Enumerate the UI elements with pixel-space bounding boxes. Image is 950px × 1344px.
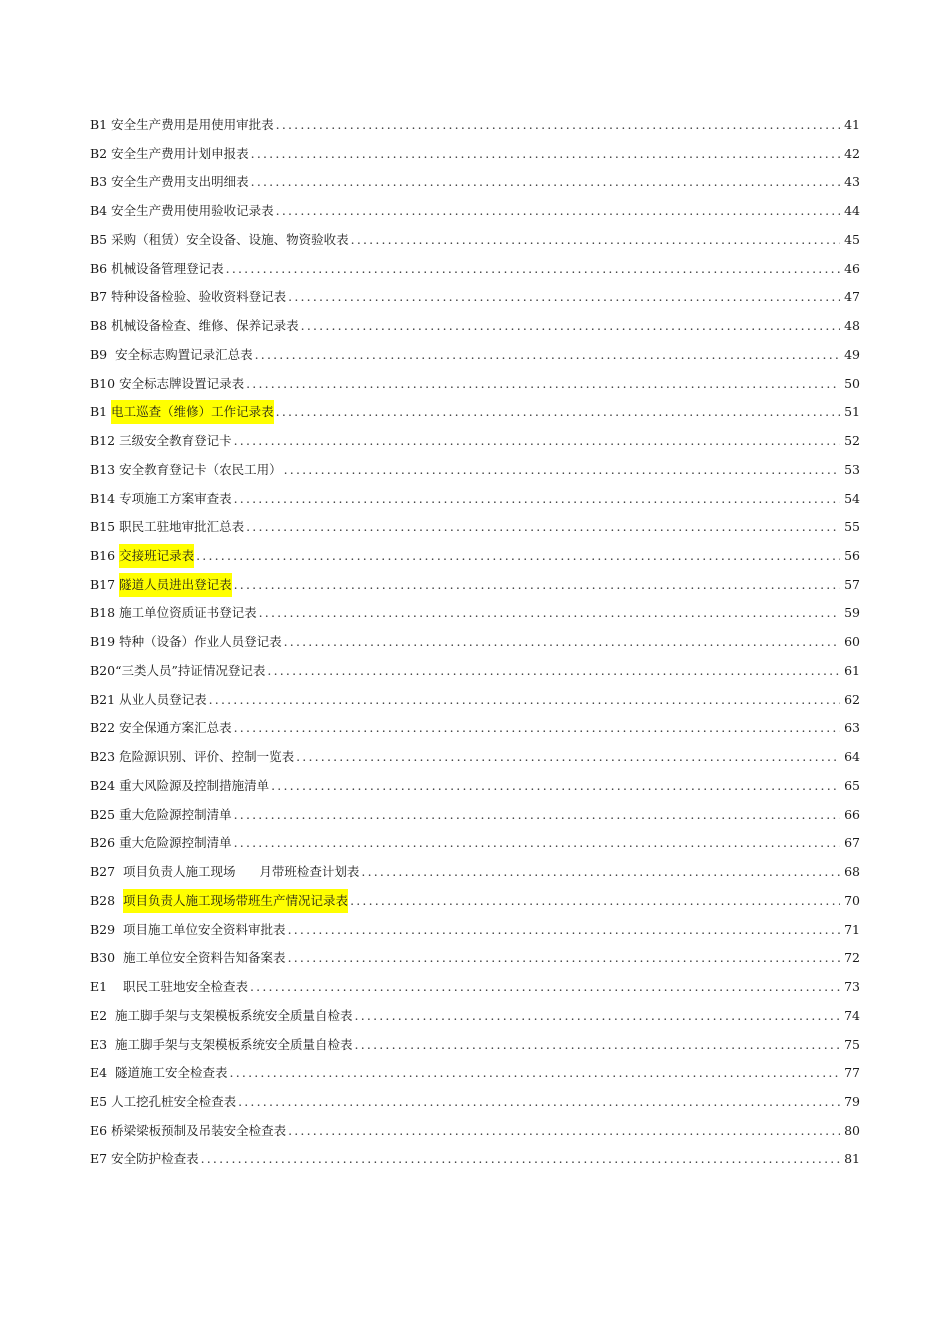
dot-leader — [267, 659, 840, 683]
dot-leader — [196, 544, 840, 568]
dot-leader — [250, 975, 840, 999]
toc-entry-title: 施工脚手架与支架模板系统安全质量自检表 — [115, 1007, 353, 1023]
toc-entry-page-number: 50 — [844, 375, 860, 391]
toc-entry-code: B9 — [90, 346, 116, 362]
dot-leader — [288, 946, 840, 970]
toc-entry-page-number: 57 — [844, 576, 860, 592]
dot-leader — [351, 228, 840, 252]
toc-entry[interactable] — [90, 860, 860, 889]
toc-entry-title: 安全生产费用计划申报表 — [111, 145, 249, 161]
toc-entry-title: 施工脚手架与支架模板系统安全质量自检表 — [115, 1036, 353, 1052]
toc-entry[interactable] — [90, 975, 860, 1004]
toc-entry-code: B17 — [90, 576, 120, 592]
toc-entry-title: 项目负责人施工现场 月带班检查计划表 — [123, 864, 360, 880]
toc-entry[interactable] — [90, 285, 860, 314]
dot-leader — [234, 831, 840, 855]
dot-leader — [284, 630, 840, 654]
dot-leader — [230, 1061, 840, 1085]
toc-entry[interactable] — [90, 170, 860, 199]
toc-entry-title: 重大危险源控制清单 — [119, 835, 232, 851]
toc-entry-page-number: 79 — [844, 1093, 860, 1109]
toc-entry-title: 施工单位资质证书登记表 — [119, 605, 257, 621]
dot-leader — [226, 257, 840, 281]
toc-entry[interactable] — [90, 803, 860, 832]
toc-entry-title: 人工挖孔桩安全检查表 — [111, 1093, 237, 1109]
dot-leader — [238, 1090, 840, 1114]
toc-entry-title: 安全保通方案汇总表 — [119, 720, 232, 736]
toc-entry-title: “三类人员”持证情况登记表 — [115, 662, 266, 678]
toc-entry-code: B28 — [90, 892, 124, 908]
toc-entry-page-number: 67 — [844, 835, 860, 851]
toc-entry[interactable] — [90, 1004, 860, 1033]
toc-entry-title: 施工单位安全资料告知备案表 — [123, 950, 286, 966]
toc-entry-page-number: 61 — [844, 662, 860, 678]
toc-entry-code: B14 — [90, 490, 120, 506]
toc-entry[interactable] — [90, 458, 860, 487]
dot-leader — [255, 343, 840, 367]
toc-entry-code: B1 — [90, 404, 112, 420]
toc-entry-page-number: 70 — [844, 892, 860, 908]
toc-entry-code: B22 — [90, 720, 120, 736]
toc-entry-code: B12 — [90, 433, 120, 449]
toc-entry[interactable] — [90, 515, 860, 544]
toc-entry-title: 桥梁梁板预制及吊装安全检查表 — [111, 1122, 287, 1138]
toc-entry[interactable] — [90, 688, 860, 717]
toc-entry-title: 特种（设备）作业人员登记表 — [119, 634, 282, 650]
dot-leader — [246, 515, 840, 539]
toc-entry-title-highlighted: 电工巡查（维修）工作记录表 — [111, 400, 274, 424]
toc-entry[interactable] — [90, 257, 860, 286]
toc-entry-page-number: 81 — [844, 1151, 860, 1167]
toc-entry[interactable] — [90, 1033, 860, 1062]
toc-entry-title-highlighted: 隧道人员进出登记表 — [119, 573, 232, 597]
dot-leader — [361, 860, 840, 884]
toc-entry-page-number: 46 — [844, 260, 860, 276]
toc-entry-code: E5 — [90, 1093, 112, 1109]
toc-entry-page-number: 51 — [844, 404, 860, 420]
toc-entry-title: 职民工驻地审批汇总表 — [119, 519, 245, 535]
dot-leader — [234, 716, 840, 740]
toc-entry-code: B13 — [90, 461, 120, 477]
toc-entry[interactable] — [90, 487, 860, 516]
dot-leader — [350, 889, 840, 913]
toc-entry-page-number: 41 — [844, 117, 860, 132]
toc-entry-code: B15 — [90, 519, 120, 535]
toc-entry-code: B20 — [90, 662, 116, 678]
toc-entry[interactable] — [90, 1061, 860, 1090]
toc-entry-code: B7 — [90, 289, 112, 305]
toc-entry[interactable] — [90, 831, 860, 860]
toc-entry-page-number: 52 — [844, 433, 860, 449]
toc-entry-page-number: 75 — [844, 1036, 860, 1052]
dot-leader — [271, 774, 840, 798]
dot-leader — [201, 1147, 840, 1171]
toc-entry-title-highlighted: 项目负责人施工现场带班生产情况记录表 — [123, 889, 348, 913]
toc-entry[interactable] — [90, 113, 860, 142]
toc-entry[interactable] — [90, 142, 860, 171]
toc-entry-page-number: 55 — [844, 519, 860, 535]
dot-leader — [234, 573, 840, 597]
dot-leader — [288, 918, 840, 942]
dot-leader — [209, 688, 840, 712]
toc-entry-code: B26 — [90, 835, 120, 851]
dot-leader — [276, 400, 840, 424]
toc-entry[interactable] — [90, 745, 860, 774]
toc-entry-page-number: 64 — [844, 749, 860, 765]
toc-entry-page-number: 80 — [844, 1122, 860, 1138]
toc-entry[interactable] — [90, 573, 860, 602]
toc-entry-title: 机械设备管理登记表 — [111, 260, 224, 276]
toc-entry[interactable] — [90, 889, 860, 918]
toc-entry-code: B29 — [90, 921, 124, 937]
toc-entry-title-highlighted: 交接班记录表 — [119, 544, 194, 568]
toc-entry-title: 职民工驻地安全检查表 — [122, 979, 248, 995]
toc-entry[interactable] — [90, 716, 860, 745]
toc-entry-code: E7 — [90, 1151, 112, 1167]
toc-entry[interactable] — [90, 314, 860, 343]
toc-entry-title: 项目施工单位安全资料审批表 — [123, 921, 286, 937]
dot-leader — [259, 601, 840, 625]
toc-entry[interactable] — [90, 659, 860, 688]
toc-entry-page-number: 63 — [844, 720, 860, 736]
toc-entry-code: E4 — [90, 1065, 116, 1081]
toc-entry-title: 重大危险源控制清单 — [119, 806, 232, 822]
toc-entry-page-number: 65 — [844, 777, 860, 793]
toc-entry-title: 重大风险源及控制措施清单 — [119, 777, 270, 793]
toc-entry[interactable] — [90, 918, 860, 947]
toc-entry-title: 机械设备检查、维修、保养记录表 — [111, 318, 299, 334]
dot-leader — [234, 429, 840, 453]
toc-entry-code: B21 — [90, 691, 120, 707]
toc-entry-code: B16 — [90, 548, 120, 564]
toc-entry-title: 安全生产费用是用使用审批表 — [111, 117, 274, 132]
toc-entry[interactable] — [90, 400, 860, 429]
toc-entry[interactable] — [90, 343, 860, 372]
dot-leader — [234, 487, 840, 511]
toc-entry-page-number: 53 — [844, 461, 860, 477]
toc-entry-code: B23 — [90, 749, 120, 765]
toc-entry-code: E3 — [90, 1036, 116, 1052]
dot-leader — [276, 199, 840, 223]
toc-entry[interactable] — [90, 1147, 860, 1176]
toc-entry[interactable] — [90, 429, 860, 458]
toc-entry[interactable] — [90, 372, 860, 401]
toc-entry-page-number: 48 — [844, 318, 860, 334]
toc-entry-code: B24 — [90, 777, 120, 793]
dot-leader — [276, 113, 840, 137]
toc-entry[interactable] — [90, 601, 860, 630]
toc-entry-title: 三级安全教育登记卡 — [119, 433, 232, 449]
toc-entry-page-number: 47 — [844, 289, 860, 305]
toc-entry-page-number: 59 — [844, 605, 860, 621]
toc-entry-title: 专项施工方案审查表 — [119, 490, 232, 506]
toc-entry-code: B1 — [90, 117, 112, 132]
toc-entry-title: 安全标志购置记录汇总表 — [115, 346, 253, 362]
dot-leader — [288, 1119, 840, 1143]
dot-leader — [251, 170, 840, 194]
toc-entry-title: 安全生产费用支出明细表 — [111, 174, 249, 190]
dot-leader — [284, 458, 840, 482]
dot-leader — [296, 745, 840, 769]
toc-entry-code: B5 — [90, 231, 112, 247]
dot-leader — [355, 1033, 840, 1057]
toc-entry[interactable] — [90, 946, 860, 975]
toc-entry-page-number: 74 — [844, 1007, 860, 1023]
toc-entry-page-number: 68 — [844, 864, 860, 880]
toc-entry-page-number: 43 — [844, 174, 860, 190]
toc-entry[interactable] — [90, 1090, 860, 1119]
toc-entry-page-number: 42 — [844, 145, 860, 161]
toc-entry-code: B8 — [90, 318, 112, 334]
toc-entry-page-number: 56 — [844, 548, 860, 564]
toc-entry-code: B30 — [90, 950, 124, 966]
toc-entry-page-number: 72 — [844, 950, 860, 966]
dot-leader — [288, 285, 840, 309]
dot-leader — [234, 803, 840, 827]
toc-entry[interactable] — [90, 199, 860, 228]
toc-entry-page-number: 54 — [844, 490, 860, 506]
toc-entry-page-number: 49 — [844, 346, 860, 362]
toc-entry-page-number: 73 — [844, 979, 860, 995]
toc-entry-page-number: 44 — [844, 203, 860, 219]
toc-entry[interactable] — [90, 774, 860, 803]
toc-entry-title: 安全生产费用使用验收记录表 — [111, 203, 274, 219]
toc-entry-title: 安全防护检查表 — [111, 1151, 199, 1167]
toc-entry-code: B4 — [90, 203, 112, 219]
table-of-contents — [90, 113, 860, 1176]
toc-entry-title: 危险源识别、评价、控制一览表 — [119, 749, 295, 765]
toc-entry-code: B3 — [90, 174, 112, 190]
toc-entry-code: B6 — [90, 260, 112, 276]
toc-entry-code: B27 — [90, 864, 124, 880]
toc-entry-page-number: 45 — [844, 231, 860, 247]
toc-entry-code: E6 — [90, 1122, 112, 1138]
toc-entry-code: E1 — [90, 979, 123, 995]
toc-entry-page-number: 77 — [844, 1065, 860, 1081]
toc-entry-code: B2 — [90, 145, 112, 161]
toc-entry-title: 特种设备检验、验收资料登记表 — [111, 289, 287, 305]
toc-entry-page-number: 66 — [844, 806, 860, 822]
toc-entry-title: 采购（租赁）安全设备、设施、物资验收表 — [111, 231, 349, 247]
toc-entry-page-number: 71 — [844, 921, 860, 937]
dot-leader — [251, 142, 840, 166]
toc-entry[interactable] — [90, 630, 860, 659]
toc-entry-title: 隧道施工安全检查表 — [115, 1065, 228, 1081]
dot-leader — [355, 1004, 840, 1028]
toc-entry-code: B19 — [90, 634, 120, 650]
toc-entry-title: 安全标志牌设置记录表 — [119, 375, 245, 391]
toc-entry-title: 从业人员登记表 — [119, 691, 207, 707]
dot-leader — [301, 314, 840, 338]
toc-entry-code: B18 — [90, 605, 120, 621]
dot-leader — [246, 372, 840, 396]
toc-entry-code: B25 — [90, 806, 120, 822]
toc-entry-code: B10 — [90, 375, 120, 391]
toc-entry[interactable] — [90, 228, 860, 257]
toc-entry[interactable] — [90, 544, 860, 573]
toc-entry-page-number: 62 — [844, 691, 860, 707]
toc-entry-code: E2 — [90, 1007, 116, 1023]
toc-entry-title: 安全教育登记卡（农民工用） — [119, 461, 282, 477]
toc-entry[interactable] — [90, 1119, 860, 1148]
toc-entry-page-number: 60 — [844, 634, 860, 650]
